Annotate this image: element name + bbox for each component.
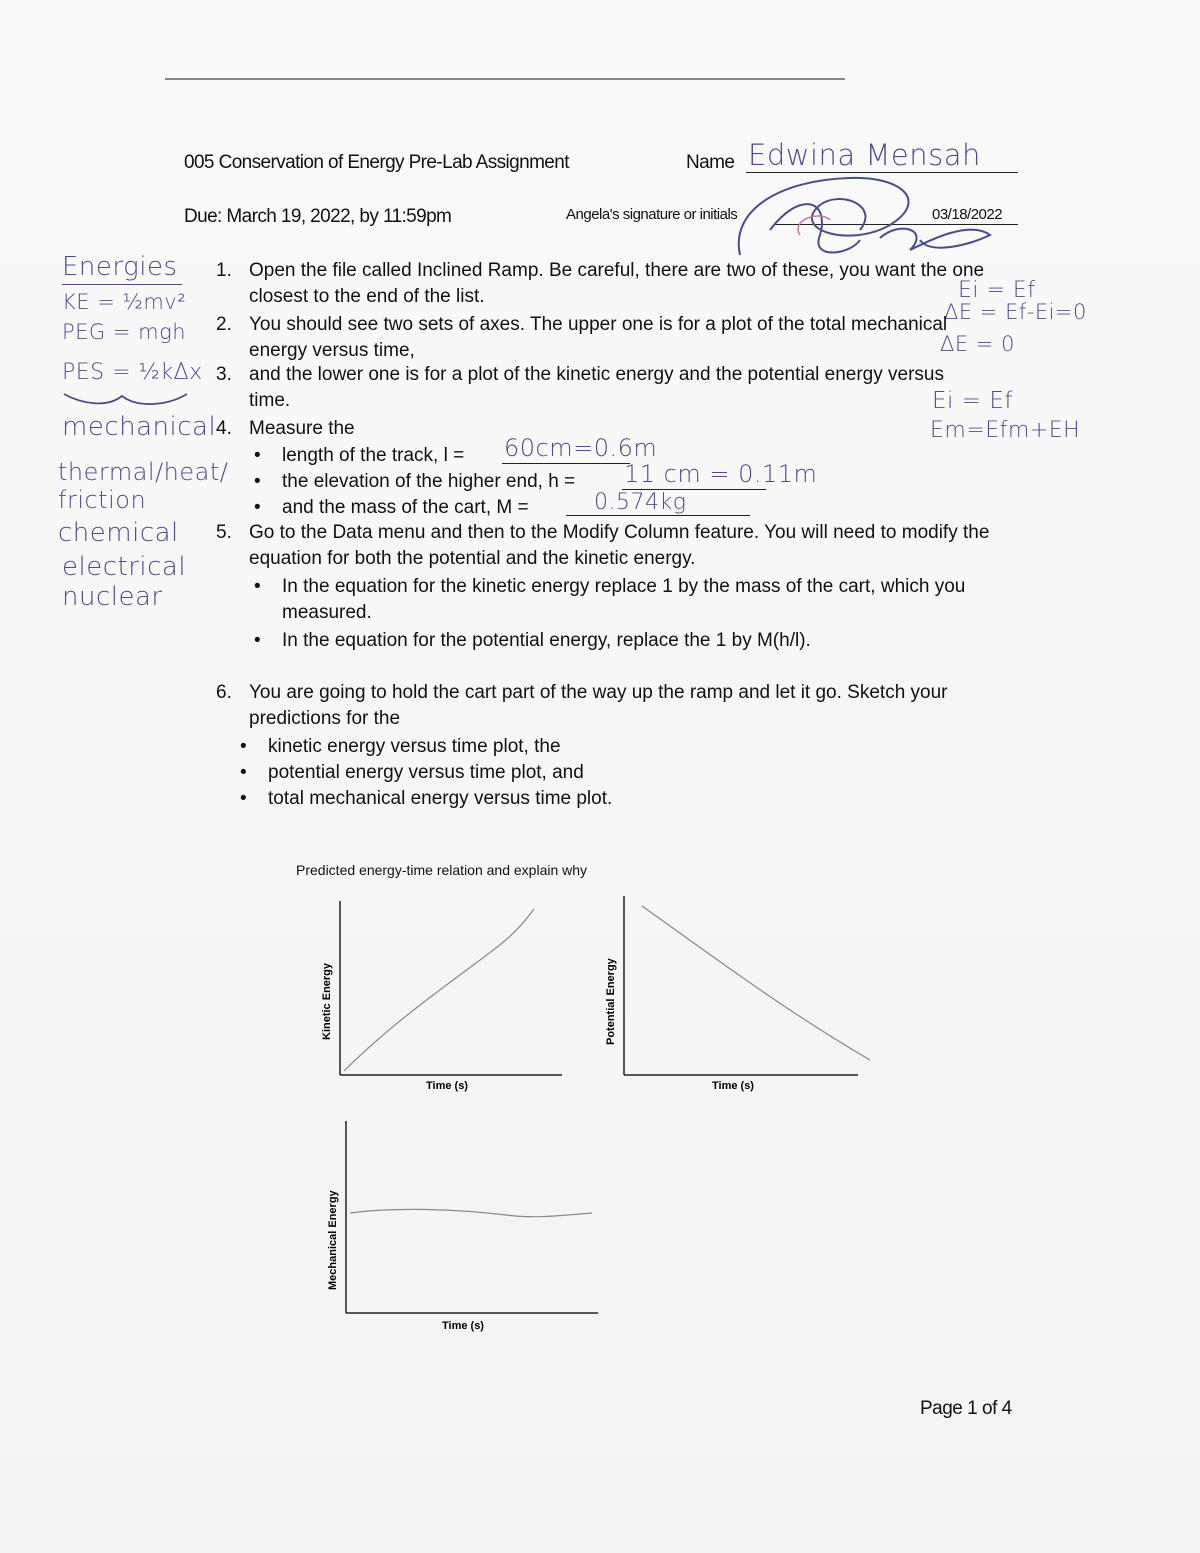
predict-bullet-1-text: kinetic energy versus time plot, the xyxy=(268,736,561,757)
note-pes: PES = ½kΔx xyxy=(62,360,203,385)
note-electrical: electrical xyxy=(62,552,187,582)
name-value: Edwina Mensah xyxy=(748,138,981,172)
signature-label: Angela's signature or initials xyxy=(566,206,738,223)
item-6-number: 6. xyxy=(216,682,232,703)
item-3-text: and the lower one is for a plot of the kinetic energy and the potential energy versus time. xyxy=(249,364,944,411)
chart1-sketch-line xyxy=(344,909,534,1071)
note-ke: KE = ½mv² xyxy=(62,290,187,314)
chart3-xlabel: Time (s) xyxy=(442,1320,484,1332)
measure-length-label: length of the track, l = xyxy=(282,445,465,466)
name-label: Name xyxy=(686,152,735,173)
note-ei-ef-1: Ei = Ef xyxy=(958,278,1036,303)
chart1-xlabel: Time (s) xyxy=(426,1080,468,1092)
note-energies-underline xyxy=(62,284,182,285)
bullet: • xyxy=(254,630,261,651)
kinetic-energy-chart xyxy=(310,895,580,1095)
note-delta-e-0: ΔE = 0 xyxy=(940,332,1015,356)
item-5 xyxy=(216,520,1036,572)
measure-length-underline xyxy=(502,463,630,464)
note-em-sum: Em=Efm+EH xyxy=(930,418,1081,443)
item-3-number: 3. xyxy=(216,364,232,385)
note-mechanical: mechanical xyxy=(62,412,217,442)
due-date: Due: March 19, 2022, by 11:59pm xyxy=(184,206,452,227)
chart2-ylabel: Potential Energy xyxy=(605,958,617,1045)
chart3-ylabel: Mechanical Energy xyxy=(327,1190,339,1290)
item-3 xyxy=(216,362,1036,414)
page-number: Page 1 of 4 xyxy=(920,1398,1012,1419)
chart3-sketch-line xyxy=(350,1209,592,1216)
bullet: • xyxy=(240,762,247,783)
item-4-number: 4. xyxy=(216,418,232,439)
item-5-text: Go to the Data menu and then to the Modify Column feature. You will need to modify the equation for both the potential and the kinetic energy. xyxy=(249,522,990,569)
note-peg: PEG = mgh xyxy=(62,320,187,344)
note-energies: Energies xyxy=(62,252,178,282)
item-4-text: Measure the xyxy=(249,418,355,439)
bullet: • xyxy=(254,576,261,597)
item-6-text: You are going to hold the cart part of the way up the ramp and let it go. Sketch your predictions for the xyxy=(249,682,948,729)
chart2-xlabel: Time (s) xyxy=(712,1080,754,1092)
measure-length-value: 60cm=0.6m xyxy=(504,434,658,462)
note-friction: friction xyxy=(58,486,147,514)
chart2-sketch-line xyxy=(642,906,870,1060)
bullet: • xyxy=(254,497,261,518)
item-6 xyxy=(216,680,1036,732)
item-2 xyxy=(216,312,1036,364)
mechanical-energy-chart xyxy=(316,1115,606,1335)
measure-height-value: 11 cm = 0.11m xyxy=(624,460,818,488)
note-nuclear: nuclear xyxy=(62,582,163,612)
signature-date: 03/18/2022 xyxy=(932,206,1003,223)
measure-mass-value: 0.574kg xyxy=(594,490,687,515)
bullet: • xyxy=(240,736,247,757)
item-2-number: 2. xyxy=(216,314,232,335)
item-2-text: You should see two sets of axes. The upper one is for a plot of the total mechanical energy versus time, xyxy=(249,314,948,361)
assignment-title: 005 Conservation of Energy Pre-Lab Assignment xyxy=(184,152,569,173)
modify-bullet-1-text: In the equation for the kinetic energy replace 1 by the mass of the cart, which you measured. xyxy=(282,576,966,623)
measure-mass-label: and the mass of the cart, M = xyxy=(282,497,529,518)
chart-title: Predicted energy-time relation and explain why xyxy=(296,862,588,878)
item-5-number: 5. xyxy=(216,522,232,543)
note-delta-e-1: ΔE = Ef-Ei=0 xyxy=(944,300,1087,324)
measure-height-label: the elevation of the higher end, h = xyxy=(282,471,576,492)
note-ei-ef-2: Ei = Ef xyxy=(932,388,1013,414)
item-1-text: Open the file called Inclined Ramp. Be careful, there are two of these, you want the one closest to the end of the list. xyxy=(249,260,985,307)
predict-bullet-3-text: total mechanical energy versus time plot. xyxy=(268,788,613,809)
note-thermal: thermal/heat/ xyxy=(58,458,229,486)
bullet: • xyxy=(254,471,261,492)
chart1-ylabel: Kinetic Energy xyxy=(321,962,333,1040)
bullet: • xyxy=(240,788,247,809)
note-chemical: chemical xyxy=(58,518,179,548)
modify-bullet-2-text: In the equation for the potential energy, replace the 1 by M(h/l). xyxy=(282,630,811,651)
item-1 xyxy=(216,258,1036,310)
item-1-number: 1. xyxy=(216,260,232,281)
predict-bullet-2-text: potential energy versus time plot, and xyxy=(268,762,584,783)
measure-mass-underline xyxy=(566,515,750,516)
top-rule xyxy=(165,78,845,80)
brace-mark xyxy=(62,390,192,412)
bullet: • xyxy=(254,445,261,466)
potential-energy-chart xyxy=(594,890,884,1095)
